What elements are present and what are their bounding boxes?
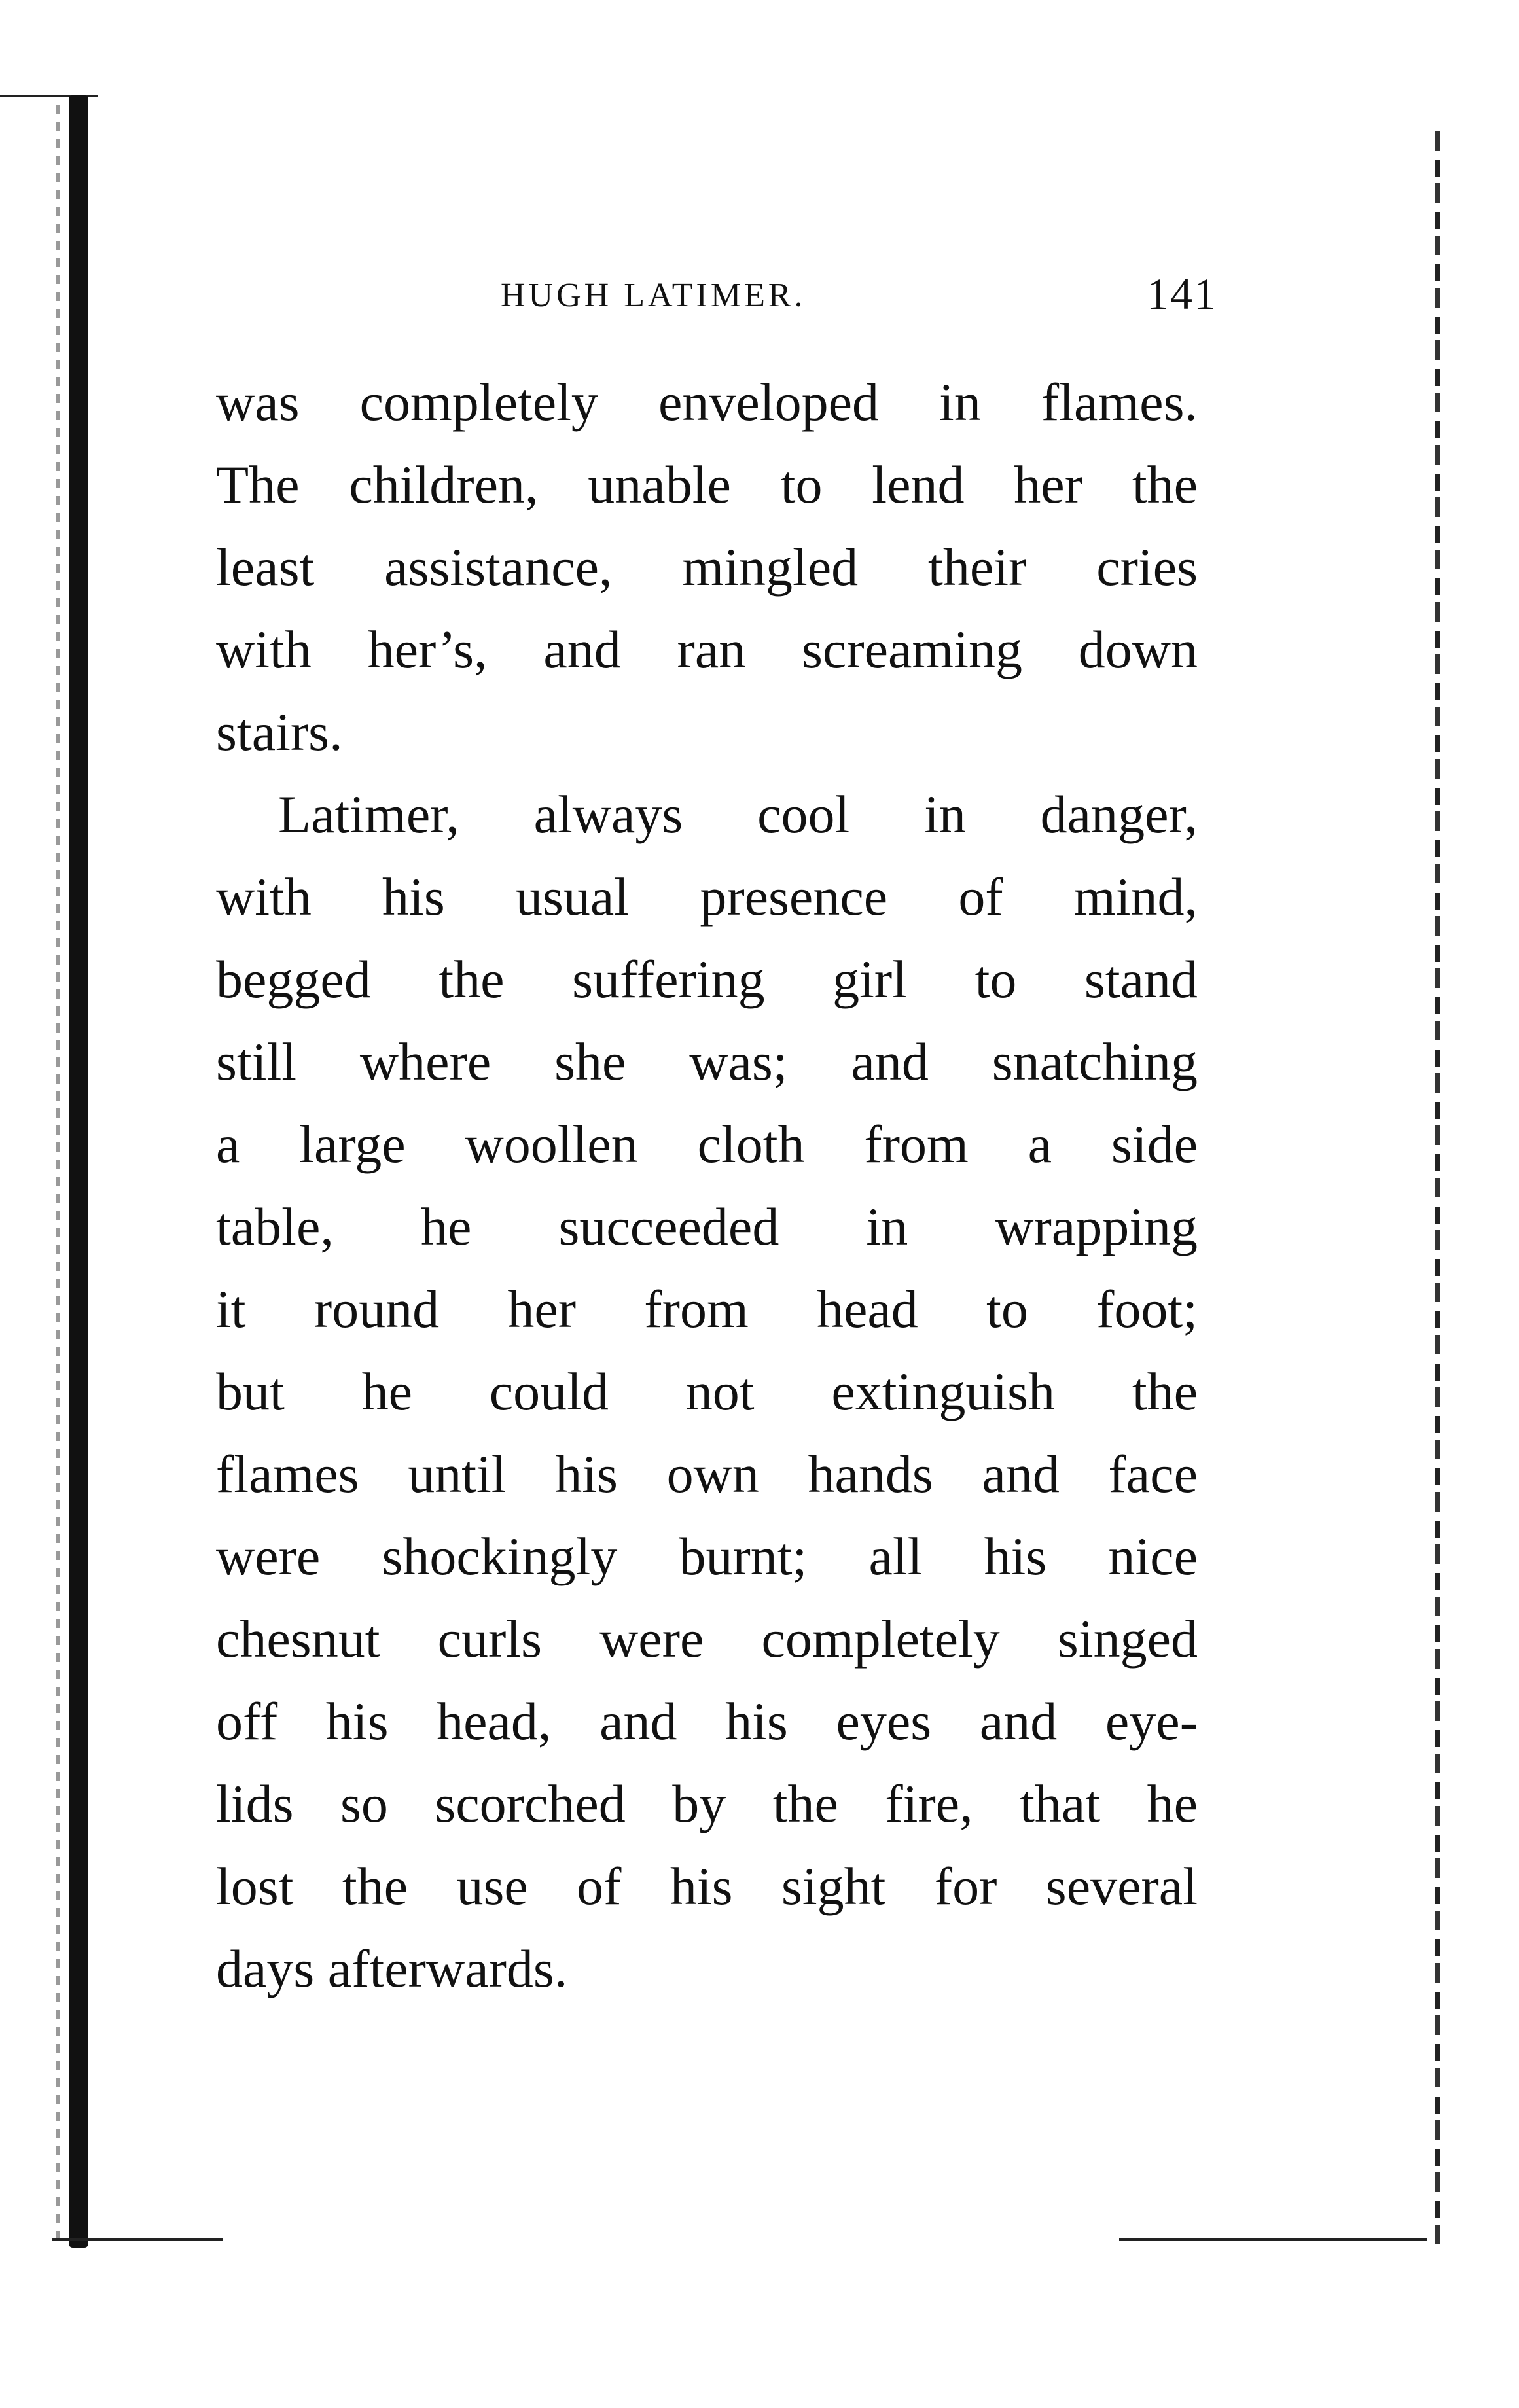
text-line: chesnut curls were completely singed bbox=[216, 1609, 1198, 1669]
page-edge-left bbox=[69, 95, 88, 2248]
running-title: HUGH LATIMER. bbox=[501, 277, 806, 314]
text-line: with her’s, and ran screaming down bbox=[216, 620, 1198, 679]
body-text bbox=[216, 361, 1198, 2010]
text-line: stairs. bbox=[216, 702, 343, 762]
text-line: Latimer, always cool in danger, bbox=[278, 785, 1198, 844]
page-edge-right bbox=[1435, 131, 1440, 2244]
text-line: were shockingly burnt; all his nice bbox=[216, 1527, 1198, 1586]
page-edge-shadow bbox=[56, 105, 60, 2238]
page-edge-bottom-right bbox=[1119, 2238, 1427, 2241]
text-line: was completely enveloped in flames. bbox=[216, 372, 1198, 432]
text-line: begged the suffering girl to stand bbox=[216, 949, 1198, 1009]
text-line: with his usual presence of mind, bbox=[216, 867, 1198, 927]
text-line: but he could not extinguish the bbox=[216, 1362, 1198, 1421]
text-line: a large woollen cloth from a side bbox=[216, 1114, 1198, 1174]
page-edge-bottom-left bbox=[52, 2238, 223, 2241]
page-number: 141 bbox=[1147, 269, 1217, 319]
text-line: flames until his own hands and face bbox=[216, 1444, 1198, 1504]
text-line: The children, unable to lend her the bbox=[216, 455, 1198, 514]
running-head bbox=[223, 268, 1217, 327]
text-line: table, he succeeded in wrapping bbox=[216, 1197, 1198, 1256]
text-line: lids so scorched by the fire, that he bbox=[216, 1774, 1198, 1833]
text-line: still where she was; and snatching bbox=[216, 1032, 1198, 1091]
text-line: lost the use of his sight for several bbox=[216, 1856, 1198, 1916]
text-line: it round her from head to foot; bbox=[216, 1279, 1198, 1339]
text-line: least assistance, mingled their cries bbox=[216, 537, 1198, 597]
text-line: days afterwards. bbox=[216, 1939, 568, 1998]
text-line: off his head, and his eyes and eye- bbox=[216, 1691, 1198, 1751]
